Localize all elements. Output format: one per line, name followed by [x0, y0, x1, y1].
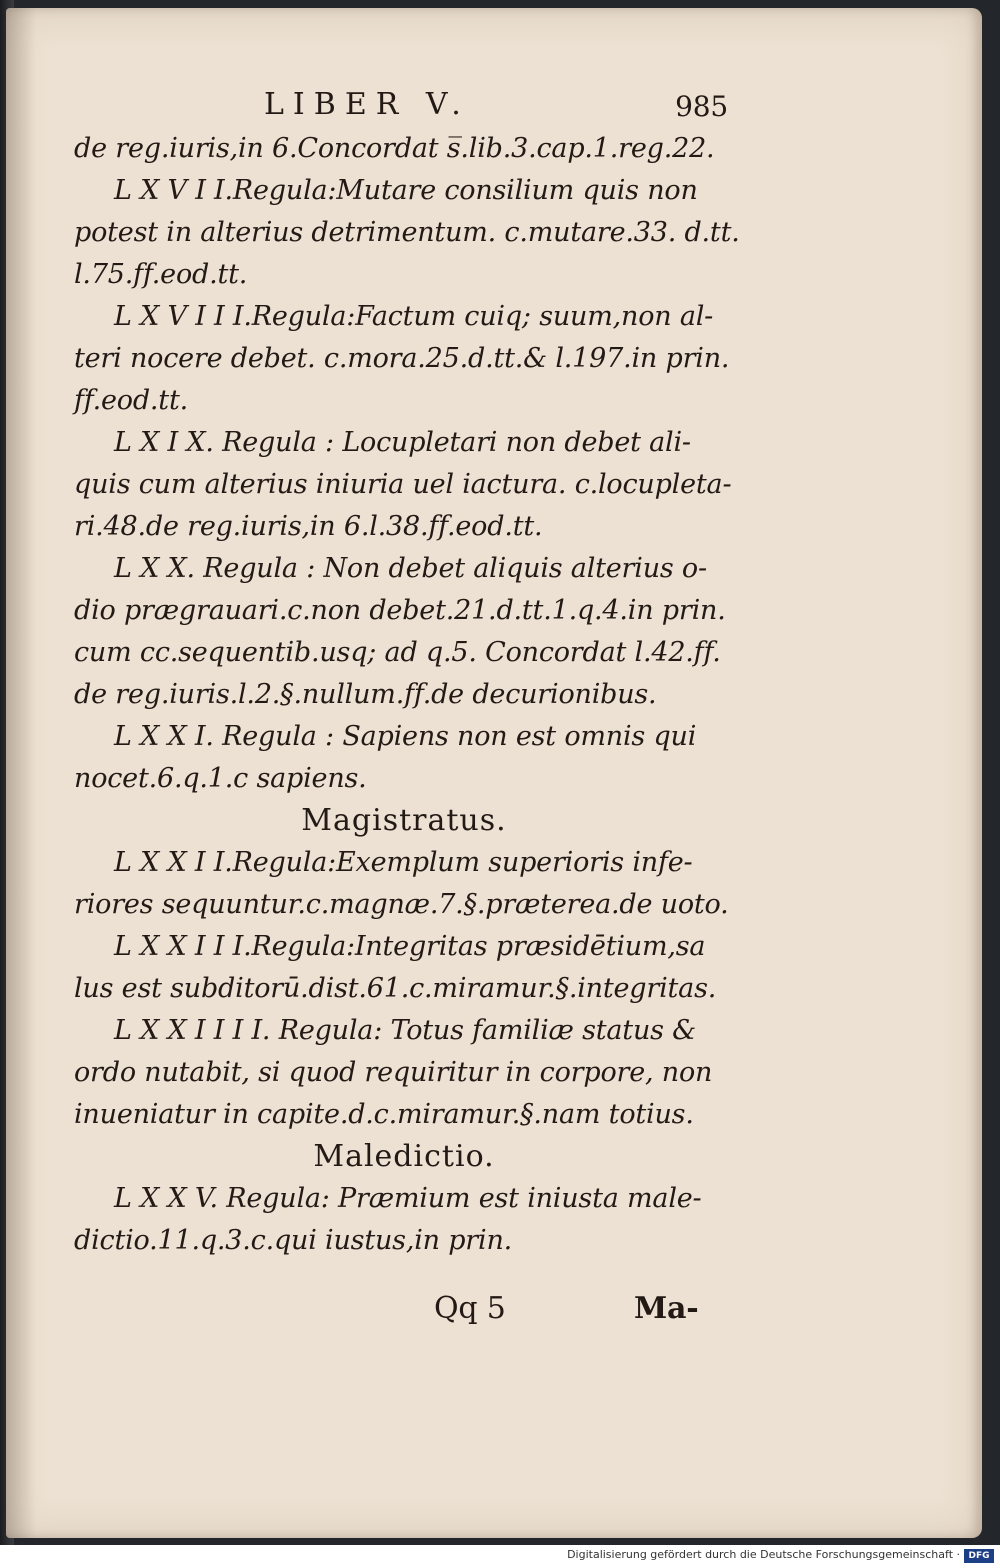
text-line: cum cc.sequentib.usq; ad q.5. Concordat l.42.ff.	[74, 637, 721, 668]
rule-line: L X X V. Regula: Præmium est iniusta male-	[114, 1183, 702, 1214]
text-line: quis cum alterius iniuria uel iactura. c.locupleta-	[74, 469, 732, 500]
text-line: riores sequuntur.c.magnæ.7.§.præterea.de uoto.	[74, 889, 729, 920]
page-header	[74, 84, 728, 128]
rule-line: L X V I I I.Regula:Factum cuiq; suum,non al-	[114, 301, 714, 332]
rule-line: L X X I. Regula : Sapiens non est omnis qui	[114, 721, 697, 752]
rule-line: L X X I I I I. Regula: Totus familiæ status &	[114, 1015, 697, 1046]
text-line: lus est subditorū.dist.61.c.miramur.§.integritas.	[74, 973, 717, 1004]
text-line: teri nocere debet. c.mora.25.d.tt.& l.197.in prin.	[74, 343, 730, 374]
text-line: nocet.6.q.1.c sapiens.	[74, 763, 367, 794]
running-title: LIBER V.	[264, 87, 470, 122]
rule-line: L X V I I.Regula:Mutare consilium quis non	[114, 175, 698, 206]
text-line: inueniatur in capite.d.c.miramur.§.nam totius.	[74, 1099, 694, 1130]
text-line: potest in alterius detrimentum. c.mutare.33. d.tt.	[74, 217, 740, 248]
catchword: Ma-	[634, 1291, 699, 1326]
text-line: dictio.11.q.3.c.qui iustus,in prin.	[74, 1225, 513, 1256]
rule-line: L X I X. Regula : Locupletari non debet ali-	[114, 427, 691, 458]
text-line: dio prægrauari.c.non debet.21.d.tt.1.q.4.in prin.	[74, 595, 726, 626]
gutter-shadow	[6, 8, 36, 1538]
text-line: ordo nutabit, si quod requiritur in corpore, non	[74, 1057, 713, 1088]
signature-mark: Qq 5	[434, 1291, 506, 1326]
rule-line: L X X. Regula : Non debet aliquis alterius o-	[114, 553, 707, 584]
text-line: ri.48.de reg.iuris,in 6.l.38.ff.eod.tt.	[74, 511, 543, 542]
page-text	[74, 84, 740, 1338]
page-number: 985	[675, 90, 728, 123]
footer-credit: Digitalisierung gefördert durch die Deutsche Forschungsgemeinschaft ·	[567, 1548, 960, 1561]
text-line: l.75.ff.eod.tt.	[74, 259, 248, 290]
dfg-logo: DFG	[964, 1549, 994, 1563]
catchword-line	[74, 1278, 714, 1338]
digitization-footer	[0, 1545, 1000, 1568]
section-heading: Magistratus.	[301, 803, 507, 838]
text-line: de reg.iuris,in 6.Concordat s̅.lib.3.cap.1.reg.22.	[74, 133, 715, 164]
text-line: ff.eod.tt.	[74, 385, 188, 416]
section-heading: Maledictio.	[313, 1139, 495, 1174]
rule-line: L X X I I.Regula:Exemplum superioris infe-	[114, 847, 693, 878]
rule-line: L X X I I I.Regula:Integritas præsidētium,sa	[114, 931, 706, 962]
text-line: de reg.iuris.l.2.§.nullum.ff.de decurionibus.	[74, 679, 657, 710]
